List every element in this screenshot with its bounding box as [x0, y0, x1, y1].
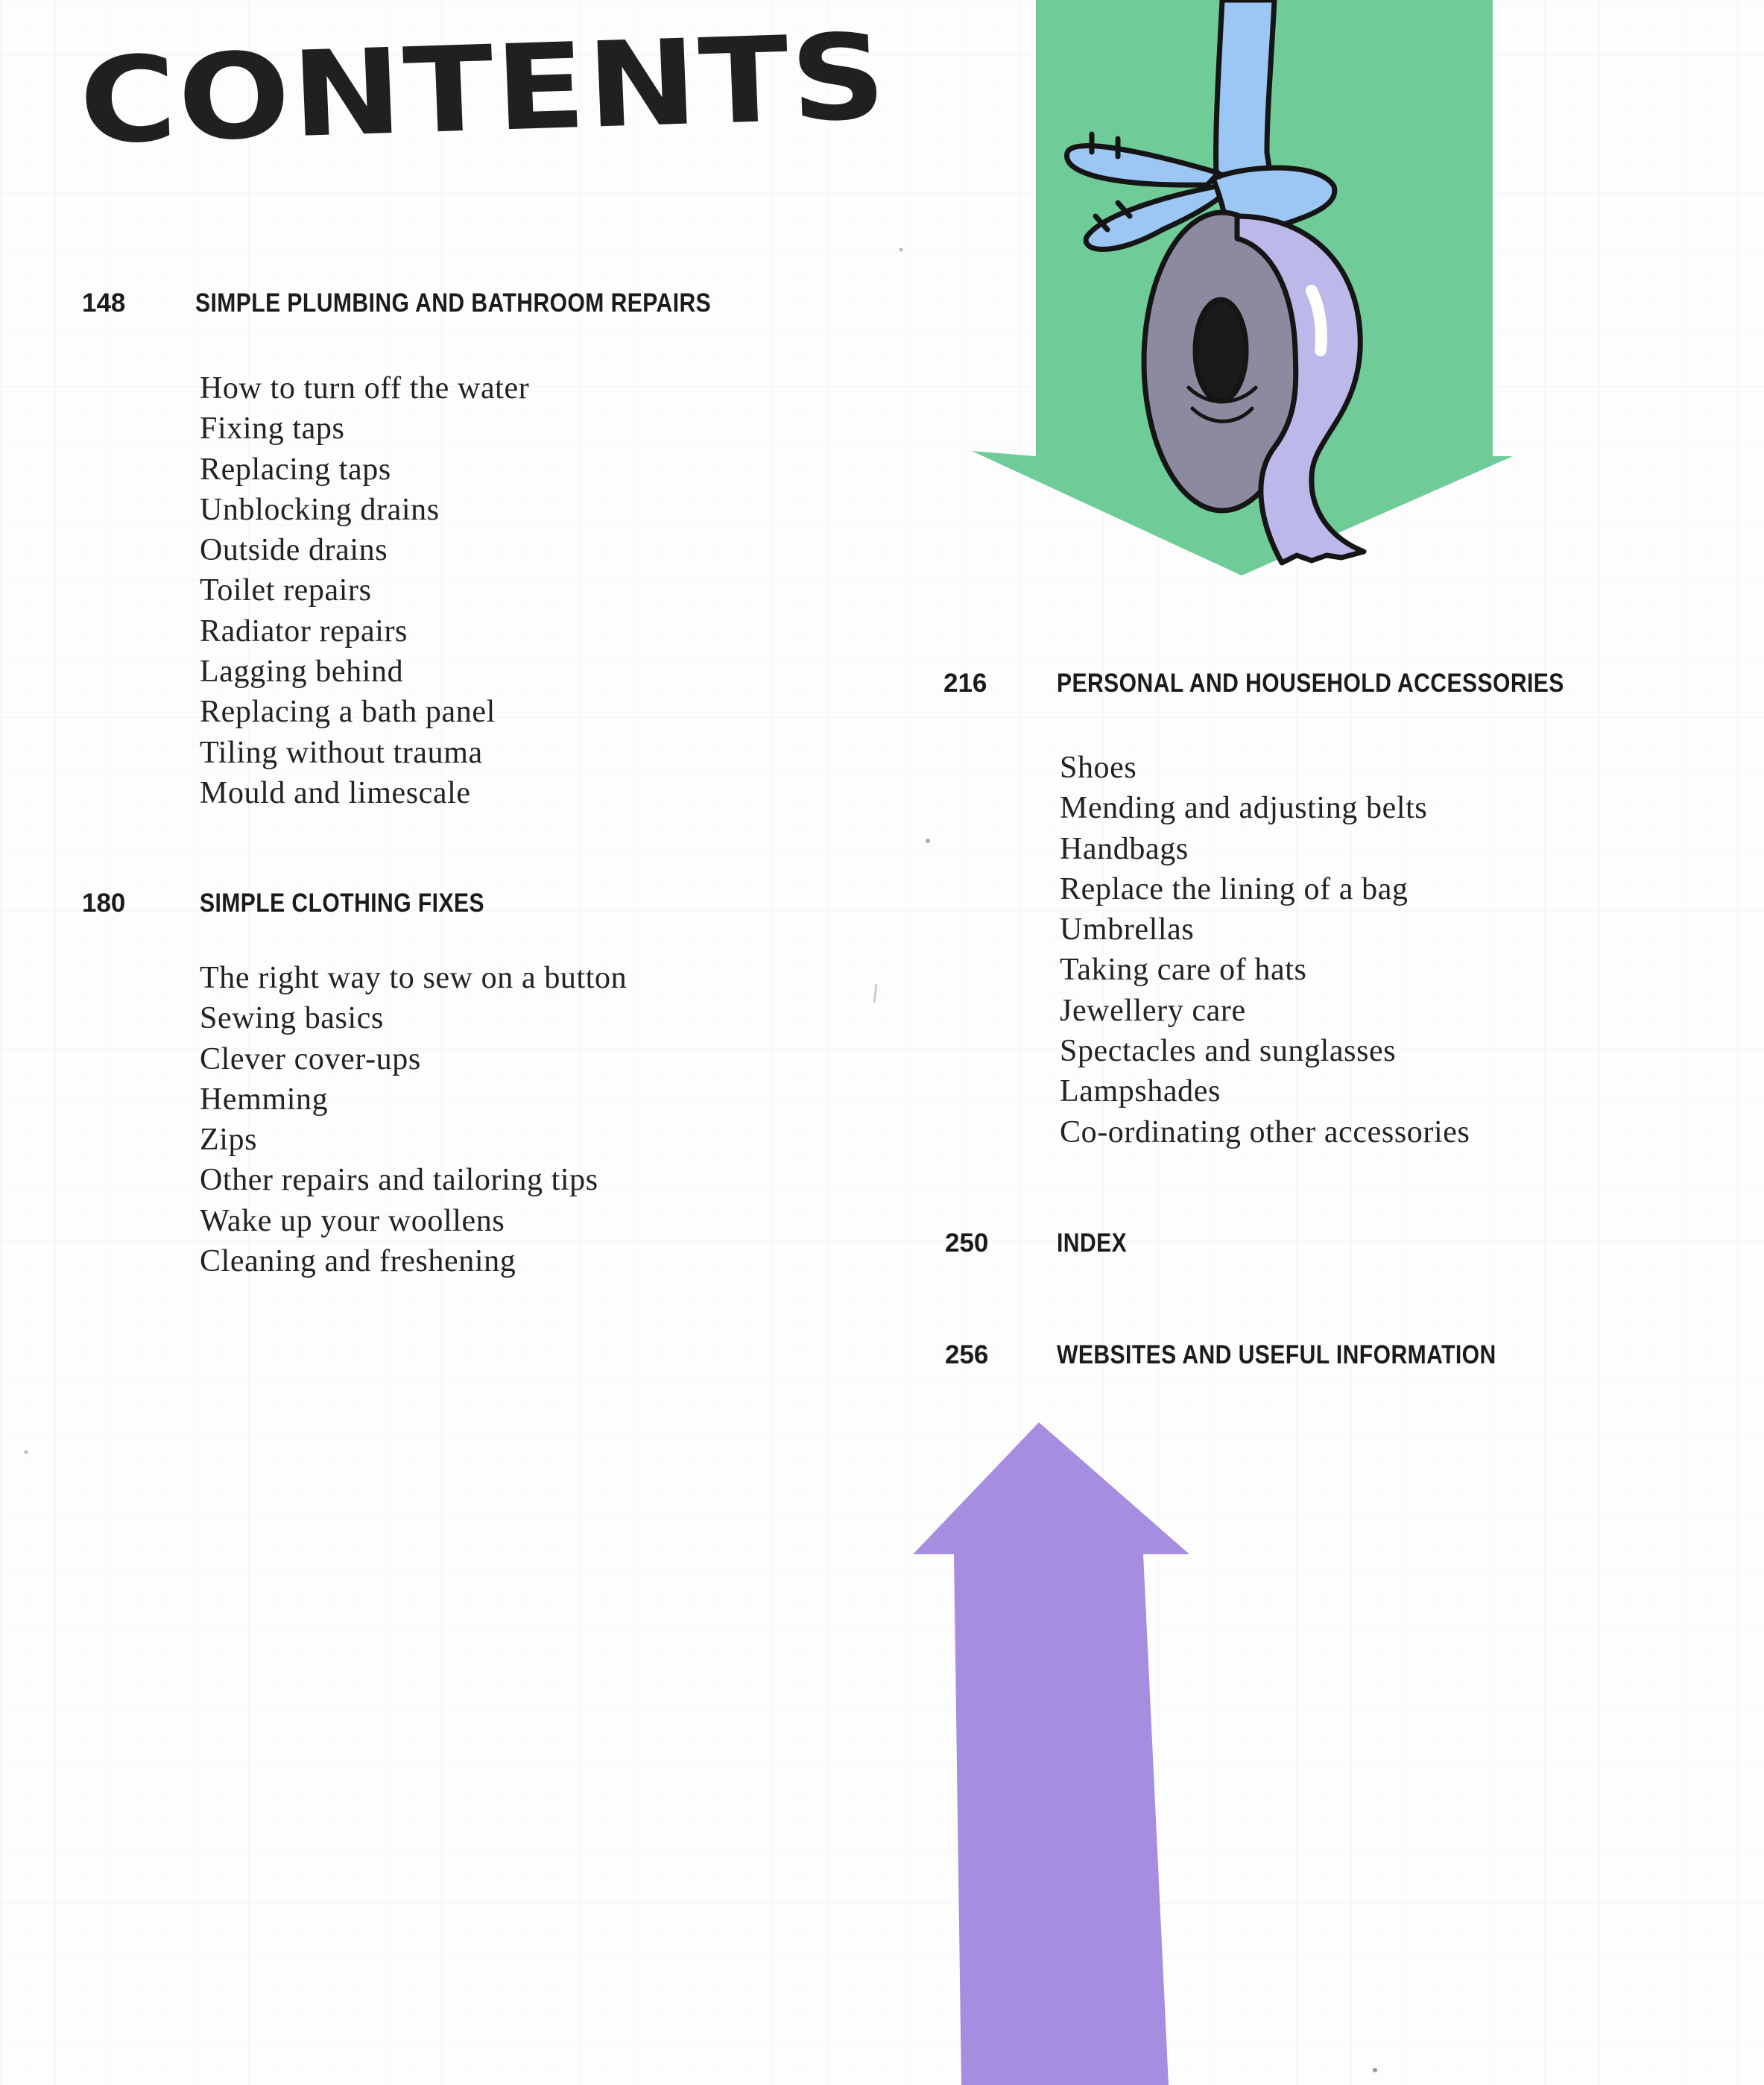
toc-entry: Taking care of hats	[1060, 953, 1307, 988]
section-title: WEBSITES AND USEFUL INFORMATION	[1057, 1340, 1496, 1369]
section-title: SIMPLE CLOTHING FIXES	[200, 889, 484, 918]
speck	[874, 984, 876, 1003]
toc-entry: How to turn off the water	[200, 371, 530, 406]
toc-entry: Shoes	[1060, 751, 1137, 785]
toc-entry: Tiling without trauma	[200, 735, 483, 770]
toc-entry: Sewing basics	[200, 1001, 384, 1036]
toc-entry: Co-ordinating other accessories	[1060, 1114, 1470, 1149]
toc-entry: Clever cover-ups	[200, 1041, 421, 1076]
section-page-number: 250	[945, 1228, 989, 1258]
toc-entry: Replacing taps	[200, 452, 391, 487]
toc-entry: Lagging behind	[200, 654, 404, 690]
section-entries	[1060, 748, 1470, 1152]
section-title: PERSONAL AND HOUSEHOLD ACCESSORIES	[1057, 669, 1564, 698]
toc-entry: Hemming	[200, 1082, 329, 1117]
toc-entry: Other repairs and tailoring tips	[200, 1163, 598, 1198]
toc-entry: Radiator repairs	[200, 613, 408, 649]
section-page-number: 180	[82, 889, 126, 918]
section-title: SIMPLE PLUMBING AND BATHROOM REPAIRS	[195, 288, 712, 318]
section-entries	[200, 368, 529, 813]
toc-entry: Zips	[200, 1123, 258, 1158]
toc-entry: Mending and adjusting belts	[1060, 791, 1428, 826]
toc-entry: Spectacles and sunglasses	[1060, 1034, 1397, 1069]
speck	[926, 839, 930, 843]
toc-entry: Mould and limescale	[200, 775, 471, 810]
section-page-number: 256	[945, 1340, 989, 1369]
toc-entry: Toilet repairs	[200, 573, 372, 608]
toc-entry: Fixing taps	[200, 411, 345, 447]
purple-up-arrow-icon	[913, 1422, 1189, 2085]
toc-entry: The right way to sew on a button	[200, 961, 627, 995]
speck	[1373, 2068, 1377, 2072]
toc-entry: Handbags	[1060, 831, 1189, 866]
toc-entry: Replace the lining of a bag	[1060, 871, 1409, 906]
toc-entry: Jewellery care	[1060, 993, 1246, 1028]
section-page-number: 148	[82, 288, 126, 318]
speck	[25, 1451, 28, 1454]
toc-entry: Unblocking drains	[200, 492, 440, 527]
page-title: CONTENTS	[77, 8, 891, 171]
toc-entry: Outside drains	[200, 533, 388, 568]
speck	[900, 248, 903, 252]
toc-entry: Cleaning and freshening	[200, 1244, 516, 1279]
toc-entry: Replacing a bath panel	[200, 695, 496, 730]
section-entries	[200, 958, 627, 1281]
section-title: INDEX	[1057, 1228, 1128, 1258]
toc-entry: Umbrellas	[1060, 912, 1195, 947]
toc-entry: Wake up your woollens	[200, 1203, 505, 1238]
section-page-number: 216	[943, 669, 987, 698]
toc-entry: Lampshades	[1060, 1074, 1221, 1109]
